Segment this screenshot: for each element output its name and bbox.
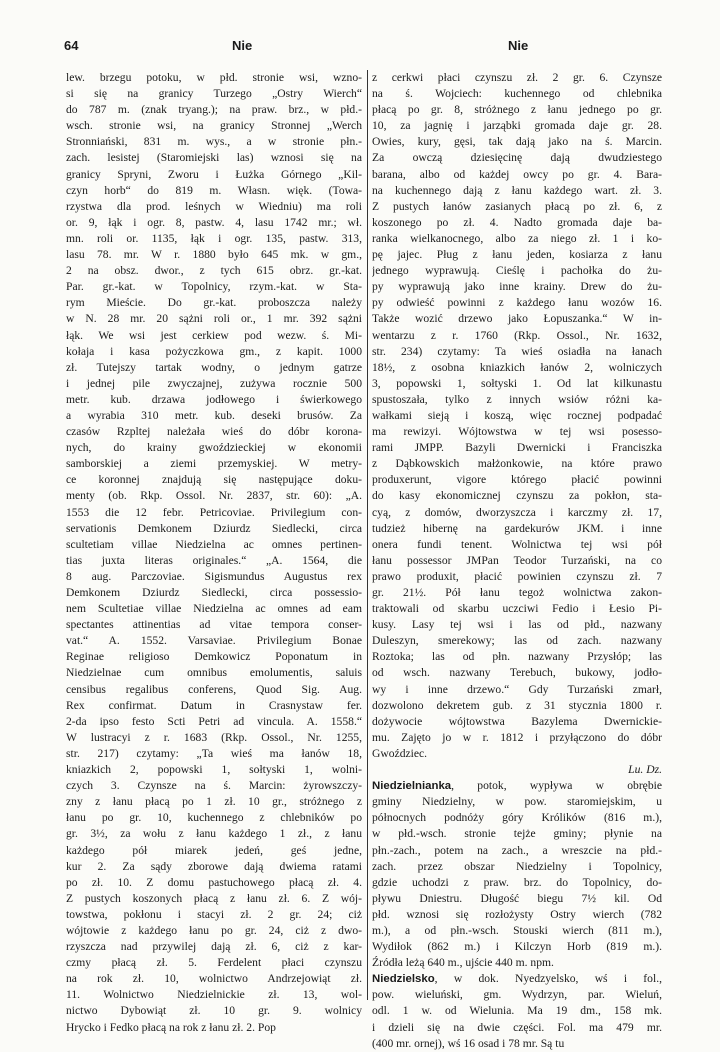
text-line: lasu 78. mr. W r. 1880 było 645 mk. w gm., [66,248,362,262]
text-line: ce koronnej znajdują się następujące doku- [66,473,362,487]
text-line: czyn horb“ do 819 m. Własn. więk. (Towa- [66,183,362,197]
text-line: Także wozić drzewo jako Łopuszanka.“ W in- [372,312,662,326]
text-line: lew. brzegu potoku, w płd. stronie wsi, wzno- [66,71,362,84]
text-line: łanu possessor JMPan Teodor Turzański, na co [372,553,662,567]
text-line: ma rewizyi. Wójtowstwa w tej wsi posesso- [372,425,662,439]
text-line: a wyrabia 310 metr. kub. deseki brusów. Za [66,408,362,422]
text-line: 10, za jagnię i jarząbki gromada daje gr. 28. [372,119,662,133]
text-line: (400 mr. ornej), wś 16 osad i 78 mr. Są tu [372,1036,565,1050]
left-column [66,70,362,1036]
text-line: 3, popowski 1, sołtyski 1. Od lat kilkunastu [372,376,662,390]
text-line: Duleszyn, smerekowy; las od zach. nazwany [372,634,662,648]
text-line: mn. roli or. 1135, łąk i ogr. 135, pastw. 313, [66,231,362,245]
text-line: Wydiłok (862 m.) i Kilczyn Horb (819 m.). [372,940,662,954]
text-line: Gwoździec. [372,746,428,760]
text-line: Roztoka; las od płn. nazwany Przysłóp; las [372,650,662,664]
text-line: czmy płacą zł. 5. Ferdelent płaci czynszu [66,956,362,970]
text-line: rami JMPP. Bazyli Dwernicki i Franciszka [372,441,662,455]
text-line: Demkonem Dziurdz Siedlecki, circa possessio- [66,586,362,599]
text-line: po zł. 10. Z domu pastuchowego płacą zł. 4. [66,875,362,889]
text-line: wy i inne drzewo.“ Gdy Turzański zmarł, [372,682,662,696]
text-line: gminy Niedzielny, w pow. staromiejskim, u [372,795,662,809]
text-line: tudzież hibernę na gardekurów JKM. i inne [372,521,662,535]
text-line: pę jajec. Pług z łanu jeden, kosiarza z łanu [372,248,662,262]
text-line: spectantes attinentias ad vitae tempora conser- [66,618,362,632]
text-line: na kuchennego dają z łanu każdego wart. zł. 3. [372,183,662,197]
running-head-left: Nie [232,38,253,53]
text-line: wentarzu z r. 1760 (Rkp. Ossol., Nr. 1632, [372,328,662,342]
text-line: 11. Wolnictwo Niedzielnickie zł. 13, wol- [66,988,362,1002]
text-line: Hrycko i Fedko płacą na rok z łanu zł. 2. Pop [66,1020,276,1034]
text-line: nictwo Dybowiąt zł. 10 gr. 9. wolnicy [66,1004,362,1018]
text-line: onera fundi tenent. Wolnictwa tej wsi pół [372,537,662,551]
text-line: metr. kub. drzawa jodłowego i świerkowego [66,392,362,406]
text-line: dozwolono dekretem gub. z 31 stycznia 1800 r. [372,698,662,712]
text-line: 18½, z osobna kniazkich łanów 2, wolniczych [372,360,662,374]
text-line: zny z łanu płacą po 1 zł. 10 gr., stróżnego z [66,795,362,809]
text-line: czasów Rzpltej należała wieś do dóbr korona- [66,425,362,439]
text-line: kusy. Lasy tej wsi i las od płd., nazwany [372,618,662,632]
text-line: Lu. Dz. [628,763,662,777]
column-divider [367,70,368,1000]
text-line: Źródła leżą 640 m., ujście 440 m. npm. [372,956,554,970]
text-line: gr. 21½. Pół łanu tegoż wolnictwa zakon- [372,586,662,599]
text-line: or. 9, łąk i ogr. 8, pastw. 4, lasu 1742 mr.; wł. [66,215,362,229]
text-line: 2 na obsz. dwor., z tych 615 obrz. gr.-kat. [66,264,362,278]
text-line: na rok zł. 10, wolnictwo Andrzejowiąt zł. [66,972,362,986]
text-line: płn.-zach., potem na zach., a wreszcie na płd.- [372,843,662,857]
text-line: Za owczą dziesięcinę dają dwudziestego [372,151,662,165]
text-line: w płd.-wsch. stronie tejże gminy; płynie na [372,827,662,841]
text-line: pow. wieluński, gm. Wydrzyn, par. Wieluń, [372,988,662,1002]
text-line: na ś. Wojciech: kuchennego od chlebnika [372,87,662,101]
text-line: 8 aug. Parczoviae. Sigismundus Augustus rex [66,569,362,583]
text-line: granicy Spryni, Zworu i Łużka Górnego „Kil- [66,167,362,181]
text-line: kołaja i kasa pożyczkowa gm., z kapit. 1000 [66,344,362,358]
text-line: py odwieść powinni z każdego łanu wozów 16. [372,296,662,310]
entry-headword: Niedzielsko [372,973,435,986]
text-line: scultetiam villae Niedzielna ac omnes pertinen- [66,537,362,551]
text-line: mu. Zajęto jo w r. 1812 i przyłączono do dóbr [372,730,662,744]
text-line: 1553 die 12 febr. Petricoviae. Privilegium con- [66,505,362,519]
text-line: zach. lesistej (Staromiejski las) wznosi się na [66,151,362,165]
text-line: rym Mieście. Do gr.-kat. proboszcza należy [66,296,362,310]
text-line: py wyprawują jako inne krainy. Drew do żu- [372,280,662,294]
text-line: Niedzielsko, w dok. Nyedzyelsko, wś i fol., [372,972,662,986]
text-line: servationis Demkonem Dziurdz Siedlecki, circa [66,521,362,535]
running-head-right: Nie [508,38,529,53]
text-line: produxerunt, vigore którego płacić powinni [372,473,662,487]
text-line: wałkami sieją i koszą, więc rocznej podpadać [372,408,662,422]
text-line: do 787 m. (znak tryang.); na praw. brz., w płd.- [66,103,362,117]
text-line: z cerkwi płaci czynszu zł. 2 gr. 6. Czynsze [372,71,662,84]
text-line: nych, do krainy gwoździeckiej w ekonomii [66,441,362,455]
text-line: W lustracyi z r. 1683 (Rkp. Ossol., Nr. 1255, [66,730,362,744]
text-line: w N. 28 mr. 20 sążni roli or., 1 mr. 392 sążni [66,312,362,326]
text-line: traktowali od skarbu uczciwi Fedio i Łesio Pi- [372,602,662,616]
text-line: 2-da ipso festo Scti Petri ad vincula. A. 1558.“ [66,714,362,728]
text-line: i jednej pile zwyczajnej, zużywa rocznie 500 [66,376,362,390]
text-line: łąk. We wsi jest cerkiew pod wezw. ś. Mi- [66,328,362,342]
page-header [64,38,664,56]
text-line: str. 234) czytamy: Ta wieś osiadła na łanach [372,344,662,358]
text-line: płd. wznosi się rozłożysty Ostry wierch (782 [372,907,662,921]
text-line: zł. Tutejszy tartak wodny, o jednym gatrze [66,360,362,374]
text-line: dożywocie wójtowstwa Bazylema Dwernickie- [372,714,662,728]
text-line: każdego pół miarek jedeń, geś jedne, [66,843,362,857]
text-line: vat.“ A. 1552. Varsaviae. Privilegium Bonae [66,634,362,648]
text-line: rzyszcza nad przywilej dają zł. 6, ciż z kar- [66,940,362,954]
text-line: si się na granicy Turzego „Ostry Wierch“ [66,87,362,101]
text-line: ranka wielkanocnego, albo za niego zł. 1 i ko- [372,231,662,245]
text-line: tias juxta literas originales.“ „A. 1564, die [66,553,362,567]
text-line: czych 3. Czynsze na ś. Marcin: żyrowszczy- [66,779,362,793]
page-number: 64 [64,38,79,53]
entry-headword: Niedzielnianka [372,780,452,793]
text-line: kur 2. Za sądy zborowe dają dwiema ratami [66,859,362,873]
text-line: Stronniański, 831 m. wys., a w stronie płn.- [66,135,362,149]
text-line: Z pustych koszonych płacą z łanu zł. 6. Z wój- [66,891,362,905]
text-line: barana, albo od każdej owcy po gr. 4. Bara- [372,167,662,181]
text-line: m.), a od płn.-wsch. Stouski wierch (811 m.), [372,923,662,937]
text-line: zach. przez obszar Niedzielny i Topolnicy, [372,859,662,873]
text-line: Rex confirmat. Datum in Crasnystaw fer. [66,698,362,712]
text-line: Owies, kury, gęsi, tak dają jako na ś. Marcin. [372,135,662,149]
text-line: gr. 3½, za wołu z łanu każdego 1 zł., z łanu [66,827,362,841]
text-line: jednego wyprawują. Cieślę i pachołka do żu- [372,264,662,278]
text-line: Z pustych łanów zasianych płacą po zł. 6, z [372,199,662,213]
text-line: do kasy ekonomicznej czynszu za pokłon, sta- [372,489,662,503]
text-line: łanu po gr. 10, kuchennego z chlebników po [66,811,362,825]
text-line: wójtowie z każdego łanu po gr. 24, ciż z dwo- [66,923,362,937]
text-line: i dzieli się na dwie części. Fol. ma 479 mr. [372,1020,662,1034]
text-line: nem Scultetiae villae Niedzielna ac omnes ad eam [66,602,362,616]
text-line: północnych podnóży góry Królików (816 m.), [372,811,662,825]
text-line: cyą, z domów, dworzyszcza i karczmy zł. 17, [372,505,662,519]
text-line: od wsch. nazwany Terebuch, bukowy, jodło- [372,666,662,680]
text-line: gdzie uchodzi z praw. brz. do Topolnicy, do- [372,875,662,889]
text-line: Niedzielnae cum omnibus emolumentis, saluis [66,666,362,680]
text-line: koszonego po zł. 4. Nadto gromada daje ba- [372,215,662,229]
right-column [372,70,662,1052]
text-line: płacą po gr. 8, stróżnego z łanu jednego po gr. [372,103,662,117]
text-line: rzystwa dla prod. leśnych w Wiedniu) ma roli [66,199,362,213]
text-line: str. 217) czytamy: „Ta wieś ma łanów 18, [66,746,362,760]
text-line: censibus regalibus conferens, Quod Sig. Aug. [66,682,362,696]
text-line: menty (ob. Rkp. Ossol. Nr. 2837, str. 60): „A. [66,489,362,503]
text-line: samborskiej a ziemi przemyskiej. W metry- [66,457,362,471]
text-line: odl. 1 w. od Wielunia. Ma 19 dm., 158 mk. [372,1004,662,1018]
text-line: towstwa, pokłonu i stacyi zł. 2 gr. 24; ciż [66,907,362,921]
text-line: pływu Dniestru. Długość biegu 7½ kil. Od [372,891,662,905]
text-line: Niedzielnianka, potok, wypływa w obrębie [372,779,662,793]
text-line: prawo produxit, płacić powinien czynszu zł. 7 [372,569,662,583]
text-line: Par. gr.-kat. w Topolnicy, rzym.-kat. w Sta- [66,280,362,294]
text-line: z Dąbkowskich małżonkowie, na które prawo [372,457,662,471]
text-line: kniazkich 2, popowski 1, sołtyski 1, wolni- [66,763,362,777]
text-line: spustoszała, tylko z innych wsiów różni ka- [372,392,662,406]
text-line: wsch. stronie wsi, na granicy Stronnej „Werch [66,119,362,133]
text-line: Reginae religioso Demkowicz Poponatum in [66,650,362,664]
